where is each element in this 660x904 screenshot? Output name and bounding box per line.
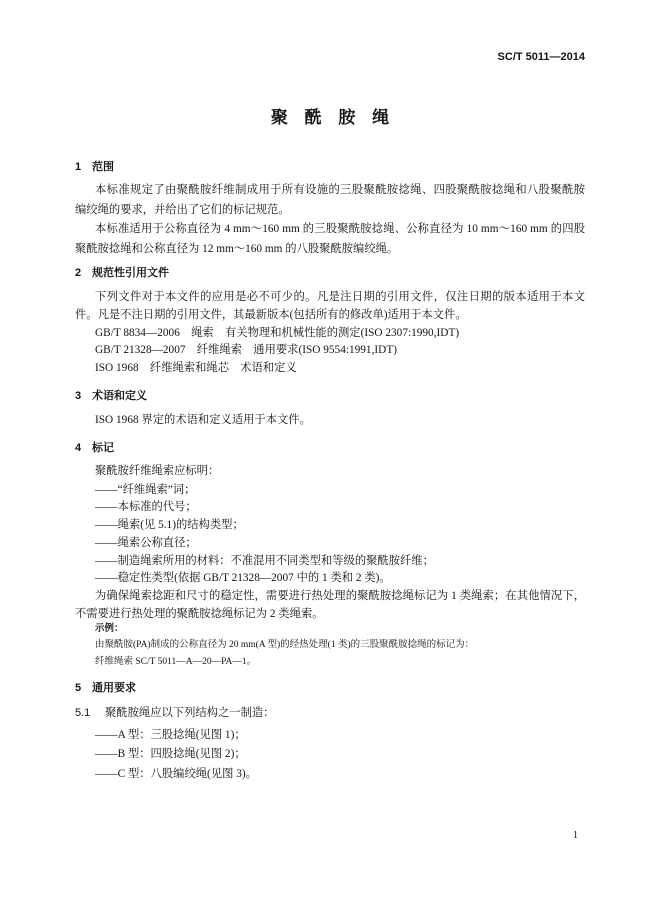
- section-heading-normative-references: [75, 264, 585, 282]
- section-heading-terms: [75, 387, 585, 405]
- reference-item: GB/T 21328—2007 纤维绳索 通用要求(ISO 9554:1991,IDT): [95, 344, 397, 357]
- section-number: 1: [75, 161, 82, 173]
- section-number: 3: [75, 389, 82, 402]
- section-body-terms: [75, 412, 585, 430]
- list-item: ——制造绳索所用的材料：不准混用不同类型和等级的聚酰胺纤维；: [95, 554, 434, 567]
- document-title: 聚 酰 胺 绳: [270, 108, 396, 127]
- page-number: 1: [573, 830, 578, 841]
- list-item: ——稳定性类型(依据 GB/T 21328—2007 中的 1 类和 2 类)。: [95, 572, 391, 585]
- marking-list: [75, 482, 585, 624]
- list-item: ——A 型：三股捻绳(见图 1)；: [95, 728, 246, 741]
- section-number: 2: [75, 267, 82, 279]
- section-heading-marking: [75, 439, 585, 457]
- reference-item: GB/T 8834—2006 绳索 有关物理和机械性能的测定(ISO 2307:1990,IDT): [95, 326, 460, 339]
- paragraph-line: 本标准规定了由聚酰胺纤维制成用于所有设施的三股聚酰胺捻绳、四股聚酰胺捻绳和八股聚酰胺: [95, 184, 585, 196]
- paragraph-line: 编绞绳的要求，并给出了它们的标记规范。: [75, 203, 290, 216]
- list-item: ——本标准的代号；: [95, 501, 197, 514]
- page-content: [75, 0, 585, 784]
- paragraph-line: 下列文件对于本文件的应用是必不可少的。凡是注日期的引用文件，仅注日期的版本适用于本文: [95, 291, 585, 303]
- section-title: 规范性引用文件: [92, 267, 169, 279]
- standard-code: SC/T 5011—2014: [497, 51, 585, 63]
- example-label: 示例：: [95, 623, 124, 635]
- marking-intro: [75, 462, 585, 480]
- clause-text: 聚酰胺绳应以下列结构之一制造：: [105, 706, 275, 719]
- section-title: 标记: [92, 441, 114, 454]
- section-number: 5: [75, 682, 82, 695]
- structure-type-list: [75, 726, 585, 785]
- list-item: ——B 型：四股捻绳(见图 2)；: [95, 748, 246, 761]
- example-line: 由聚酰胺(PA)制成的公称直径为 20 mm(A 型)的经热处理(1 类)的三股聚酰胺捻绳的标记为：: [95, 640, 475, 651]
- paragraph-line: ISO 1968 界定的术语和定义适用于本文件。: [95, 413, 311, 426]
- example-body: [75, 637, 585, 670]
- list-item: ——C 型：八股编绞绳(见图 3)。: [95, 767, 257, 780]
- paragraph-line: 本标准适用于公称直径为 4 mm～160 mm 的三股聚酰胺捻绳、公称直径为 10 mm～160 mm 的四股: [95, 223, 585, 235]
- paragraph-line: 聚酰胺纤维绳索应标明：: [95, 464, 220, 477]
- list-item: ——绳索(见 5.1)的结构类型；: [95, 519, 244, 532]
- paragraph-line: 为确保绳索捻距和尺寸的稳定性，需要进行热处理的聚酰胺捻绳标记为 1 类绳索；在其他情况下，: [95, 590, 585, 602]
- clause-number: 5.1: [75, 706, 91, 719]
- example-line: 纤维绳索 SC/T 5011—A—20—PA—1。: [95, 656, 257, 667]
- section-body-scope: [75, 181, 585, 259]
- reference-item: ISO 1968 纤维绳索和绳芯 术语和定义: [95, 362, 297, 375]
- section-body-normative-references: [75, 289, 585, 378]
- list-item: ——绳索公称直径；: [95, 536, 197, 549]
- section-heading-general-requirements: [75, 679, 585, 697]
- section-title: 术语和定义: [92, 389, 147, 402]
- section-title: 范围: [92, 161, 114, 173]
- section-title: 通用要求: [92, 682, 136, 695]
- paragraph-line: 不需要进行热处理的聚酰胺捻绳标记为 2 类绳索。: [75, 607, 324, 620]
- list-item: ——“纤维绳索”词；: [95, 483, 196, 496]
- paragraph-line: 件。凡是不注日期的引用文件，其最新版本(包括所有的修改单)适用于本文件。: [75, 308, 467, 321]
- section-heading-scope: [75, 158, 585, 176]
- section-number: 4: [75, 441, 82, 454]
- paragraph-line: 聚酰胺捻绳和公称直径为 12 mm～160 mm 的八股聚酰胺编绞绳。: [75, 242, 399, 255]
- clause-5-1: [75, 704, 585, 723]
